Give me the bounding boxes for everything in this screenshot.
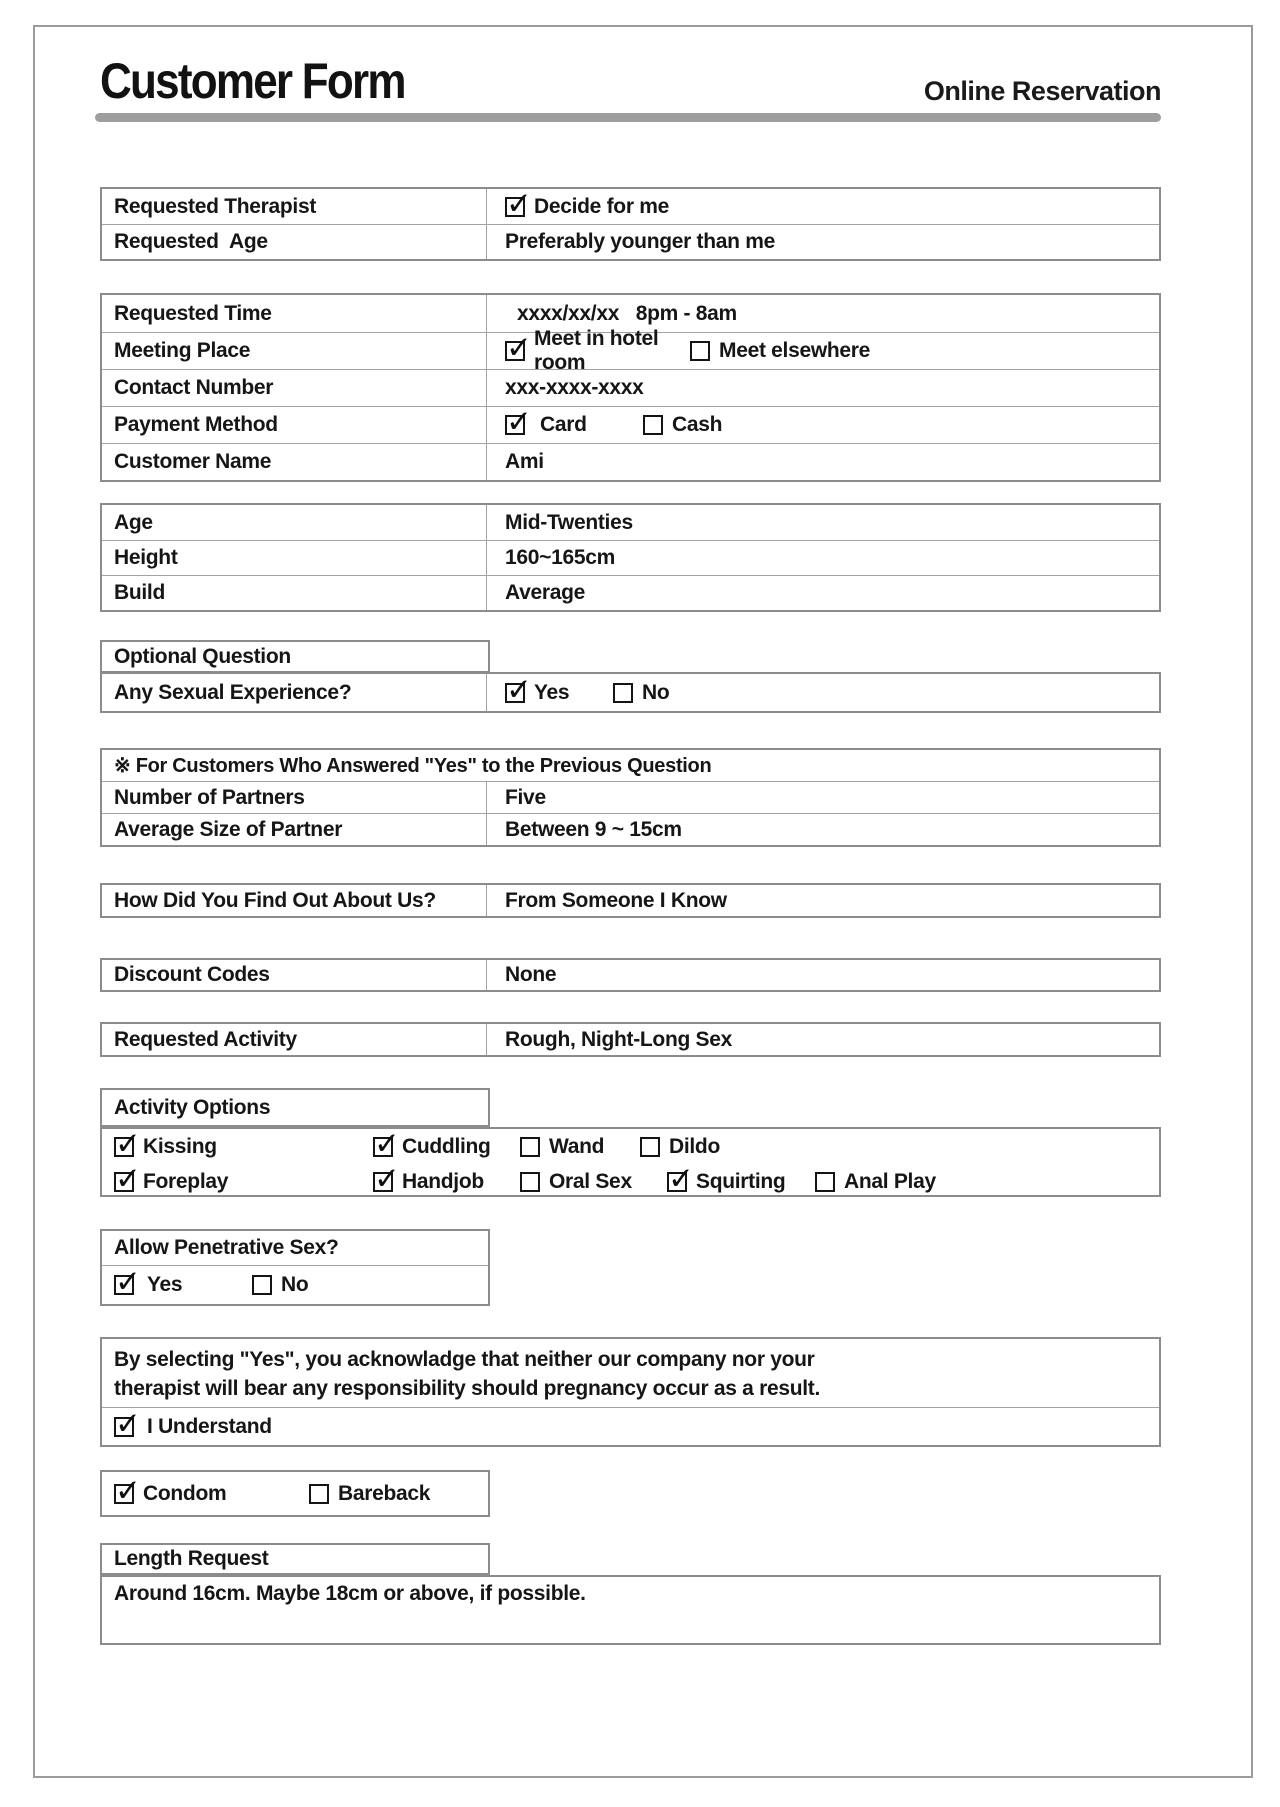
options-row xyxy=(102,1472,488,1515)
section-header: ※ For Customers Who Answered "Yes" to the Previous Question xyxy=(114,755,712,777)
field-value: Average xyxy=(505,581,586,604)
dildo-option[interactable] xyxy=(640,1135,720,1159)
checkbox-label: Dildo xyxy=(669,1134,720,1158)
activity-options-box xyxy=(100,1127,1161,1197)
field-label: Discount Codes xyxy=(102,960,487,990)
field-value: Between 9 ~ 15cm xyxy=(505,817,682,841)
length-request-header-box xyxy=(100,1543,490,1575)
field-label: Any Sexual Experience? xyxy=(102,674,487,711)
table-row xyxy=(102,1090,488,1125)
checkbox-label: Bareback xyxy=(338,1481,431,1505)
checkbox-icon[interactable] xyxy=(640,1137,660,1157)
pay-card-option[interactable] xyxy=(505,413,643,437)
squirting-option[interactable] xyxy=(667,1170,815,1194)
notice-line: therapist will bear any responsibility should pregnancy occur as a result. xyxy=(114,1377,821,1400)
table-row xyxy=(102,1577,1159,1643)
checkbox-label: Cash xyxy=(672,413,723,436)
table-row xyxy=(102,540,1159,575)
experience-yes-option[interactable] xyxy=(505,681,613,705)
field-label: Build xyxy=(102,576,487,610)
decide-for-me-option[interactable] xyxy=(505,195,669,219)
checkbox-icon[interactable] xyxy=(114,1275,134,1295)
foreplay-option[interactable] xyxy=(114,1170,373,1194)
discount-codes-row xyxy=(100,958,1161,992)
table-row xyxy=(102,813,1159,845)
acknowledgment-box xyxy=(100,1337,1161,1447)
checkbox-icon[interactable] xyxy=(505,197,525,217)
length-request-box xyxy=(100,1575,1161,1645)
table-row xyxy=(102,189,1159,224)
table-row xyxy=(102,642,488,671)
checkbox-icon[interactable] xyxy=(520,1137,540,1157)
cuddling-option[interactable] xyxy=(373,1135,520,1159)
checkbox-icon[interactable] xyxy=(520,1172,540,1192)
checkbox-label: Yes xyxy=(534,680,570,704)
table-row xyxy=(102,443,1159,480)
options-row xyxy=(102,1129,1159,1164)
requested-activity-row xyxy=(100,1022,1161,1057)
section-header: Allow Penetrative Sex? xyxy=(114,1236,339,1259)
checkbox-icon[interactable] xyxy=(815,1172,835,1192)
table-row xyxy=(102,674,1159,711)
field-value: Ami xyxy=(505,450,544,473)
table-row xyxy=(102,885,1159,916)
field-label: Height xyxy=(102,541,487,575)
profile-table xyxy=(100,503,1161,612)
field-value: Five xyxy=(505,785,546,809)
checkbox-label: Handjob xyxy=(402,1169,484,1193)
options-row xyxy=(102,1407,1159,1445)
field-label: Contact Number xyxy=(102,370,487,406)
pay-cash-option[interactable] xyxy=(643,413,722,437)
meet-elsewhere-option[interactable] xyxy=(690,339,870,363)
section-header: Optional Question xyxy=(114,644,291,668)
checkbox-icon[interactable] xyxy=(309,1484,329,1504)
checkbox-icon[interactable] xyxy=(114,1137,134,1157)
bareback-option[interactable] xyxy=(309,1482,430,1506)
experience-no-option[interactable] xyxy=(613,681,669,705)
checkbox-icon[interactable] xyxy=(667,1172,687,1192)
field-label: Meeting Place xyxy=(102,333,487,369)
table-row xyxy=(102,406,1159,443)
checkbox-label: Anal Play xyxy=(844,1169,936,1193)
checkbox-icon[interactable] xyxy=(252,1275,272,1295)
field-value: Mid-Twenties xyxy=(505,510,633,534)
field-value: None xyxy=(505,963,557,986)
checkbox-icon[interactable] xyxy=(613,683,633,703)
field-value: From Someone I Know xyxy=(505,888,727,912)
i-understand-option[interactable] xyxy=(114,1415,272,1439)
options-row xyxy=(102,1164,1159,1199)
sexual-experience-row xyxy=(100,672,1161,713)
table-row xyxy=(102,505,1159,540)
field-label: Requested Age xyxy=(102,225,487,259)
condom-option[interactable] xyxy=(114,1482,309,1506)
optional-question-header-box xyxy=(100,640,490,673)
booking-details-table xyxy=(100,293,1161,482)
checkbox-label: No xyxy=(281,1273,309,1296)
title-underline xyxy=(95,113,1161,122)
field-value: Around 16cm. Maybe 18cm or above, if possible. xyxy=(114,1582,586,1605)
kissing-option[interactable] xyxy=(114,1135,373,1159)
checkbox-label: Meet elsewhere xyxy=(719,339,871,362)
checkbox-icon[interactable] xyxy=(690,341,710,361)
checkbox-icon[interactable] xyxy=(373,1137,393,1157)
requested-therapist-table xyxy=(100,187,1161,261)
field-value xyxy=(487,195,1159,219)
table-row xyxy=(102,781,1159,813)
table-row xyxy=(102,224,1159,259)
checkbox-icon[interactable] xyxy=(114,1172,134,1192)
table-row xyxy=(102,1545,488,1573)
protection-box xyxy=(100,1470,490,1517)
field-value xyxy=(487,681,1159,705)
meet-in-hotel-room-option[interactable] xyxy=(505,327,690,375)
notice-text xyxy=(102,1339,834,1411)
page-subtitle: Online Reservation xyxy=(923,76,1161,106)
field-value xyxy=(487,413,1159,437)
penetrative-yes-option[interactable] xyxy=(114,1273,252,1297)
checkbox-label: Squirting xyxy=(696,1169,786,1193)
table-header-row xyxy=(102,750,1159,781)
referral-row xyxy=(100,883,1161,918)
field-value: 160~165cm xyxy=(505,546,615,569)
field-label: Payment Method xyxy=(102,407,487,443)
section-header: Activity Options xyxy=(114,1095,271,1119)
penetrative-no-option[interactable] xyxy=(252,1273,308,1297)
field-label: Requested Therapist xyxy=(102,189,487,224)
checkbox-icon[interactable] xyxy=(643,415,663,435)
checkbox-label: Condom xyxy=(143,1481,227,1505)
checkbox-label: Cuddling xyxy=(402,1134,491,1158)
field-label: Customer Name xyxy=(102,444,487,480)
field-label: Number of Partners xyxy=(102,782,487,813)
checkbox-label: Oral Sex xyxy=(549,1169,632,1193)
checkbox-label: Yes xyxy=(147,1273,183,1296)
section-header: Length Request xyxy=(114,1547,269,1570)
field-label: Age xyxy=(102,505,487,540)
checkbox-icon[interactable] xyxy=(114,1417,134,1437)
handjob-option[interactable] xyxy=(373,1170,520,1194)
checkbox-icon[interactable] xyxy=(114,1484,134,1504)
field-label: Average Size of Partner xyxy=(102,814,487,845)
field-label: Requested Activity xyxy=(102,1024,487,1055)
table-row xyxy=(102,1024,1159,1055)
field-label: How Did You Find Out About Us? xyxy=(102,885,487,916)
checkbox-label: Kissing xyxy=(143,1134,217,1158)
checkbox-label: I Understand xyxy=(147,1414,272,1438)
field-value: xxxx/xx/xx 8pm - 8am xyxy=(517,301,737,325)
table-row xyxy=(102,960,1159,990)
checkbox-label: No xyxy=(642,680,670,704)
checkbox-label: Meet in hotel room xyxy=(534,327,664,374)
checkbox-icon[interactable] xyxy=(505,341,525,361)
checkbox-label: Card xyxy=(540,413,587,436)
checkbox-icon[interactable] xyxy=(373,1172,393,1192)
anal-play-option[interactable] xyxy=(815,1170,936,1194)
notice-row xyxy=(102,1339,1159,1407)
checkbox-label: Foreplay xyxy=(143,1169,229,1193)
checkbox-icon[interactable] xyxy=(505,415,525,435)
checkbox-label: Wand xyxy=(549,1134,605,1158)
field-value: xxx-xxxx-xxxx xyxy=(505,376,644,399)
field-value xyxy=(487,327,1159,375)
wand-option[interactable] xyxy=(520,1135,640,1159)
field-label: Requested Time xyxy=(102,295,487,332)
table-row xyxy=(102,327,1159,374)
field-value: Rough, Night-Long Sex xyxy=(505,1027,732,1051)
checkbox-icon[interactable] xyxy=(505,683,525,703)
oral-sex-option[interactable] xyxy=(520,1170,667,1194)
activity-options-header-box xyxy=(100,1088,490,1127)
page-title: Customer Form xyxy=(100,53,405,109)
table-header-row xyxy=(102,1231,488,1265)
options-row xyxy=(102,1265,488,1304)
field-value: Preferably younger than me xyxy=(505,230,775,253)
penetrative-sex-box xyxy=(100,1229,490,1306)
table-row xyxy=(102,575,1159,610)
checkbox-label: Decide for me xyxy=(534,194,669,218)
previous-question-table xyxy=(100,748,1161,847)
notice-line: By selecting "Yes", you acknowladge that neither our company nor your xyxy=(114,1348,815,1371)
